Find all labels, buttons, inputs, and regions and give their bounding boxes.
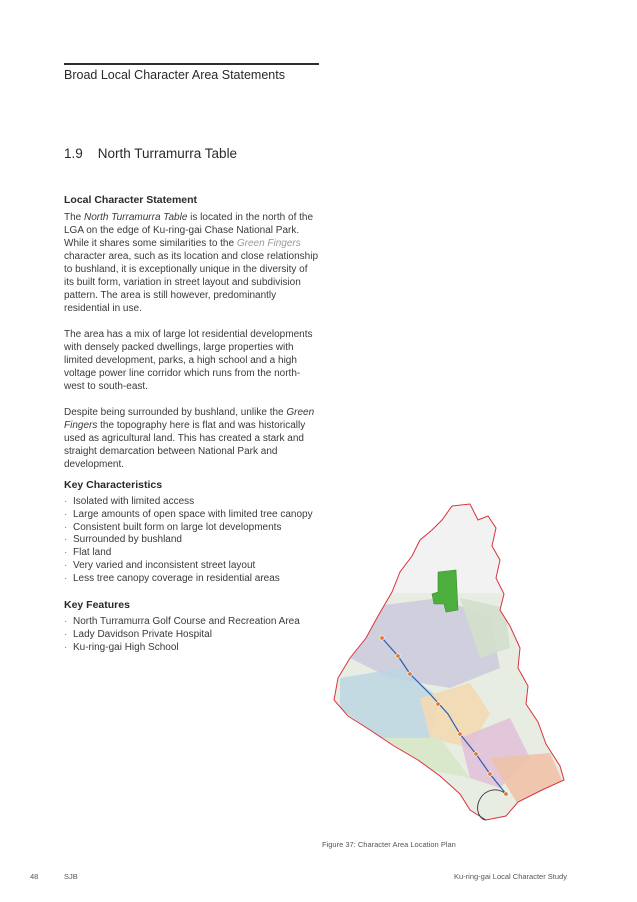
features-block [64,599,320,654]
page-number: 48 [30,872,39,881]
characteristics-heading: Key Characteristics [64,479,163,491]
list-item: · Lady Davidson Private Hospital [64,629,320,642]
statement-paragraph-3 [64,406,320,471]
station-marker [436,702,440,706]
statement-paragraph-1 [64,211,320,315]
p3-text-pre: Despite being surrounded by bushland, unlike the [64,407,287,418]
character-area-location-map [320,498,570,828]
statement-heading: Local Character Statement [64,194,198,206]
list-item: · North Turramurra Golf Course and Recreation Area [64,616,320,629]
section-number: 1.9 [64,146,83,161]
p1-text-mid: is located in the north of the LGA on the edge of Ku-ring-gai Chase National Park. While it shares some similarities to the [64,212,314,249]
features-heading: Key Features [64,599,130,611]
characteristics-block [64,479,320,586]
characteristics-list [64,496,320,586]
p3-green-fingers-ref: Green Fingers [64,407,315,431]
p1-area-name: North Turramurra Table [84,212,188,223]
page-header: Broad Local Character Area Statements [64,68,285,82]
station-marker [488,772,492,776]
list-item: · Surrounded by bushland [64,534,320,547]
statement-paragraph-2: The area has a mix of large lot residential developments with densely packed dwellings, large properties with limited development, parks, a high school and a high voltage power line corridor which runs from the north-west to south-east. [64,329,313,392]
p1-text-pre: The [64,212,85,223]
section-name: North Turramurra Table [97,146,238,161]
list-item: · Less tree canopy coverage in residential areas [64,573,320,586]
features-list [64,616,320,654]
p1-text-post: character area, such as its location and close relationship to bushland, it is exceptionally unique in the diversity of its built form, variation in street layout and subdivision pattern. The area is still however, predominantly residential in use. [64,251,319,314]
p1-green-fingers-ref: Green Fingers [236,238,301,249]
footer-org: SJB [64,872,78,881]
p3-text-post: the topography here is flat and was historically used as agricultural land. This has created a stark and straight demarcation between National Park and development. [64,420,306,470]
station-marker [396,654,400,658]
list-item: · Flat land [64,547,320,560]
list-item: · Isolated with limited access [64,496,320,509]
list-item: · Large amounts of open space with limited tree canopy [64,509,320,522]
station-marker [408,672,412,676]
station-marker [458,732,462,736]
station-marker [380,636,384,640]
section-title [64,146,237,161]
station-marker [474,752,478,756]
footer-document-title: Ku-ring-gai Local Character Study [454,872,567,881]
list-item: · Ku-ring-gai High School [64,642,320,655]
list-item: · Consistent built form on large lot developments [64,522,320,535]
list-item: · Very varied and inconsistent street layout [64,560,320,573]
figure-caption: Figure 37: Character Area Location Plan [322,840,456,849]
statement-block [64,194,320,471]
station-marker [504,792,508,796]
header-rule [64,63,319,65]
